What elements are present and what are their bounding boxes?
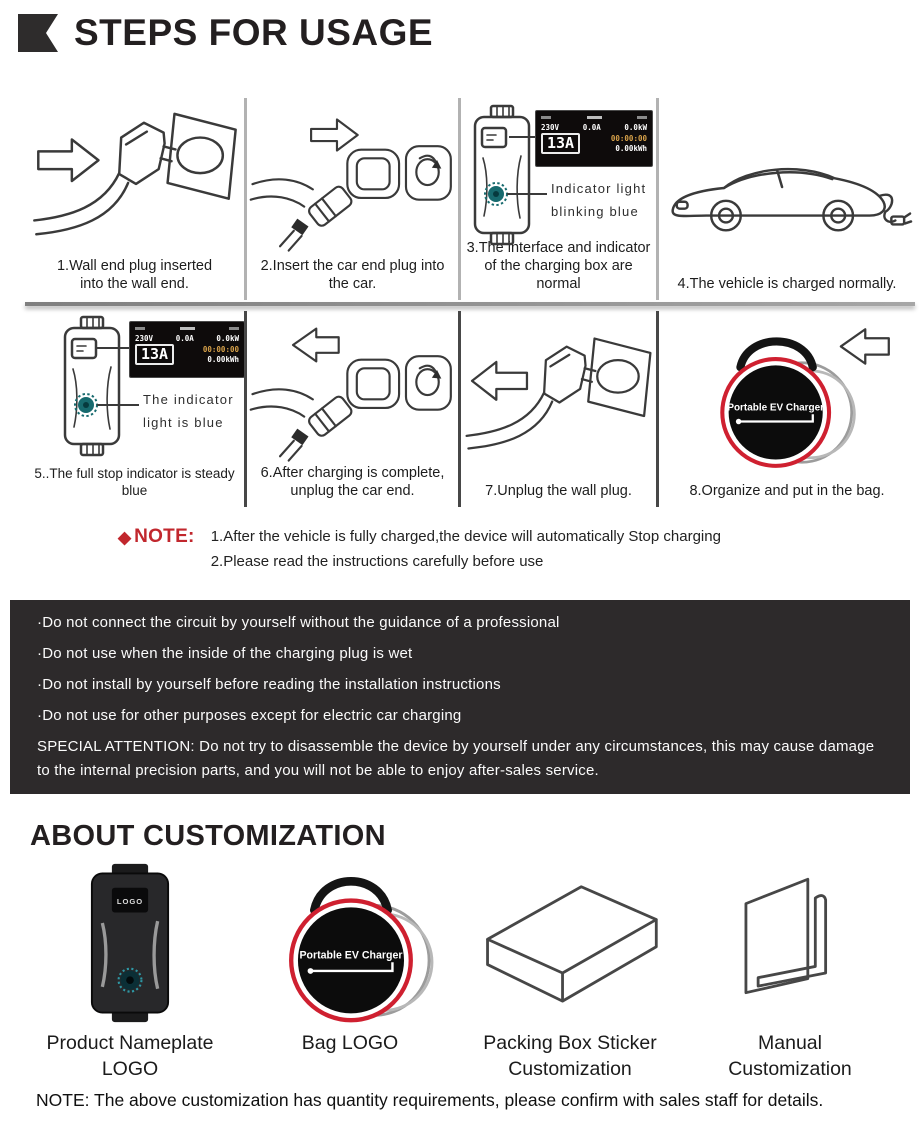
storage-bag-illustration — [661, 315, 913, 482]
charger-display — [535, 110, 653, 167]
warning-line: ·Do not use when the inside of the charging plug is wet — [37, 645, 413, 662]
car-plug-insert-illustration — [249, 102, 456, 257]
arrow-left-icon — [841, 330, 889, 364]
step-caption: 8.Organize and put in the bag. — [689, 482, 885, 499]
nameplate-logo-text: LOGO — [116, 896, 144, 906]
display-current: 0.0A — [582, 123, 601, 132]
warning-line: ·Do not use for other purposes except for electric car charging — [37, 707, 462, 724]
step-cell-3 — [461, 98, 659, 300]
step-cell-7 — [461, 311, 659, 507]
nameplate-device-image — [74, 862, 186, 1024]
note-heading — [118, 526, 195, 548]
manual-image — [725, 862, 855, 1024]
row-divider — [25, 302, 915, 306]
page-title: STEPS FOR USAGE — [74, 12, 434, 53]
step-caption: 2.Insert the car end plug into the car. — [260, 257, 445, 292]
step-caption: 3.The interface and indicator of the charging box are normal — [466, 239, 651, 292]
packing-box-image — [468, 862, 673, 1024]
step-cell-8 — [659, 311, 915, 507]
display-power: 0.0kW — [216, 334, 239, 343]
display-time: 00:00:00 — [202, 344, 239, 354]
step-cell-4 — [659, 98, 915, 300]
step-caption: 4.The vehicle is charged normally. — [677, 275, 897, 292]
customization-caption: Product Nameplate LOGO — [46, 1032, 214, 1081]
step-caption: 1.Wall end plug inserted into the wall end. — [56, 257, 213, 292]
charging-box — [61, 315, 123, 457]
customization-caption: Packing Box Sticker Customization — [483, 1032, 657, 1081]
display-energy: 0.00kWh — [615, 143, 647, 153]
display-amp-setting: 13A — [541, 133, 580, 154]
wall-plug-remove-illustration — [463, 315, 654, 482]
note-label: NOTE: — [134, 526, 195, 547]
step-cell-6 — [247, 311, 461, 507]
display-power: 0.0kW — [624, 123, 647, 132]
display-current: 0.0A — [175, 334, 194, 343]
customization-row — [20, 862, 900, 1083]
steps-row-1 — [25, 98, 915, 300]
note-line: 2.Please read the instructions carefully before use — [210, 553, 544, 570]
display-voltage: 230V — [541, 123, 560, 132]
section-flag-icon — [18, 14, 58, 52]
steps-row-2 — [25, 311, 915, 507]
bottom-note: NOTE: The above customization has quantity requirements, please confirm with sales staff for details. — [36, 1090, 824, 1110]
warning-line: ·Do not install by yourself before reading the installation instructions — [37, 676, 501, 693]
step-caption: 6.After charging is complete, unplug the car end. — [260, 464, 445, 499]
bag-label: Portable EV Charger — [298, 949, 402, 962]
leader-line — [507, 193, 547, 195]
display-voltage: 230V — [135, 334, 154, 343]
about-customization-title: ABOUT CUSTOMIZATION — [30, 820, 386, 852]
customization-item-box — [460, 862, 680, 1083]
note-block — [118, 526, 721, 578]
display-time: 00:00:00 — [610, 133, 647, 143]
steps-grid — [25, 98, 915, 507]
charging-box — [471, 104, 533, 246]
leader-line — [97, 347, 129, 349]
display-status-icons — [541, 114, 647, 120]
step-cell-1 — [25, 98, 247, 300]
bag-logo-image — [263, 862, 438, 1024]
warning-line: ·Do not connect the circuit by yourself without the guidance of a professional — [37, 614, 560, 631]
page-header — [18, 12, 433, 54]
car-plug-remove-illustration — [249, 315, 456, 464]
arrow-left-icon — [472, 362, 527, 400]
customization-caption: Manual Customization — [728, 1032, 852, 1081]
warning-line: SPECIAL ATTENTION: Do not try to disassemble the device by yourself under any circumstances, this may cause damage to the internal precision parts, and you will not be able to enjoy after-sales service. — [37, 738, 875, 779]
leader-line — [509, 136, 535, 138]
indicator-annotation: The indicator light is blue — [143, 392, 234, 430]
wall-plug-insert-illustration — [27, 102, 242, 257]
arrow-right-icon — [311, 120, 358, 151]
note-lines — [211, 528, 721, 578]
warning-box — [10, 600, 910, 794]
step-cell-5 — [25, 311, 247, 507]
diamond-icon: ◆ — [118, 527, 132, 547]
car-charging-illustration — [661, 102, 913, 275]
customization-item-nameplate — [20, 862, 240, 1083]
arrow-left-icon — [293, 329, 339, 362]
note-line: 1.After the vehicle is fully charged,the device will automatically Stop charging — [210, 528, 721, 545]
bag-label: Portable EV Charger — [727, 403, 825, 415]
full-stop-indicator-illustration — [27, 315, 242, 466]
step-cell-2 — [247, 98, 461, 300]
charger-interface-illustration — [463, 102, 654, 239]
customization-caption: Bag LOGO — [301, 1032, 399, 1054]
leader-line — [97, 404, 139, 406]
arrow-right-icon — [38, 140, 98, 181]
step-caption: 7.Unplug the wall plug. — [485, 482, 632, 499]
charger-display — [129, 321, 245, 378]
display-amp-setting: 13A — [135, 344, 174, 365]
step-caption: 5..The full stop indicator is steady blue — [34, 466, 235, 499]
customization-item-bag — [240, 862, 460, 1083]
display-status-icons — [135, 325, 239, 331]
indicator-annotation: Indicator light blinking blue — [551, 181, 647, 219]
display-energy: 0.00kWh — [207, 354, 239, 364]
customization-item-manual — [680, 862, 900, 1083]
